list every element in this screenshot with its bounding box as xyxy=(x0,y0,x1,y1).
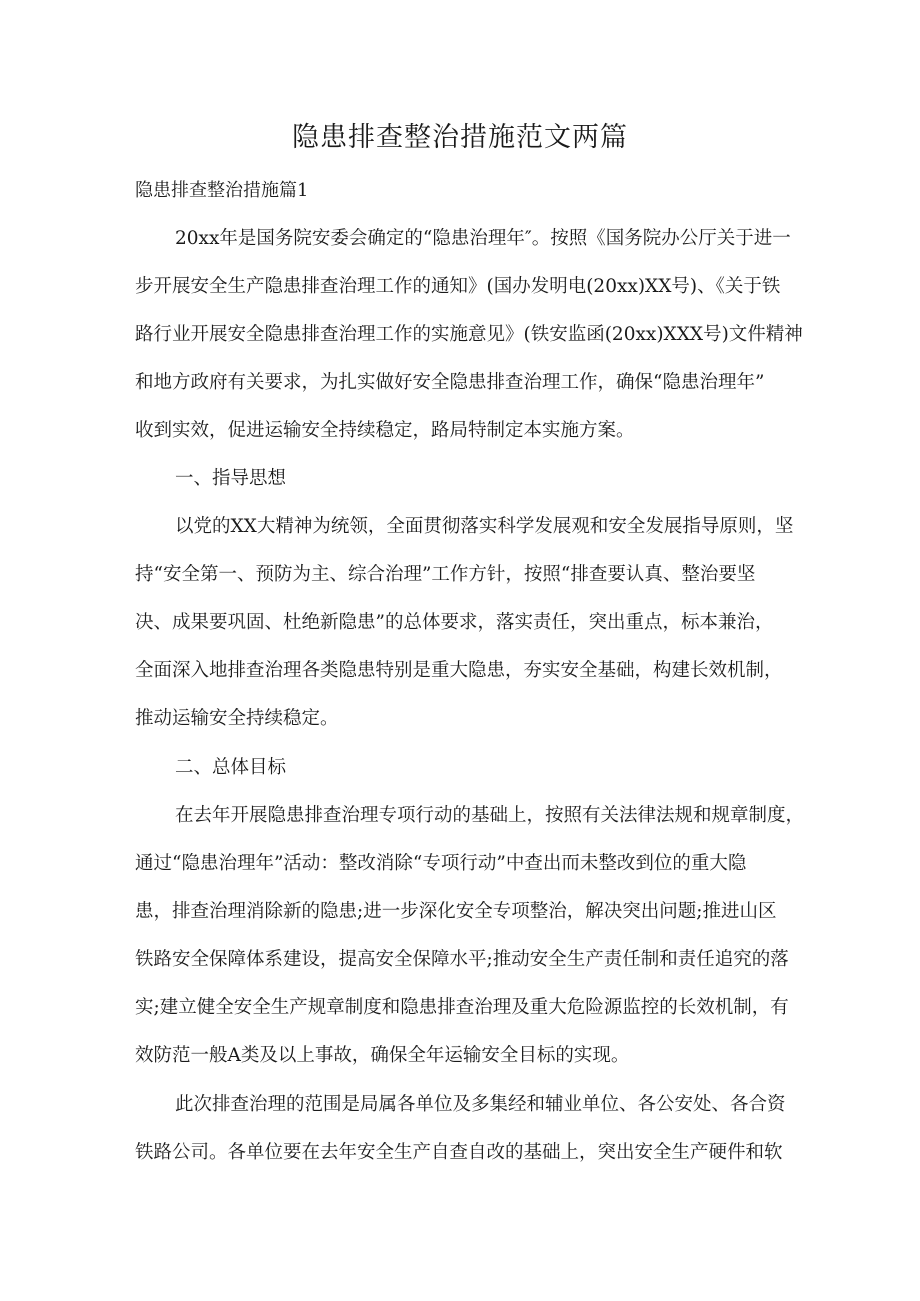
para2-line3: 决、成果要巩固、杜绝新隐患”的总体要求，落实责任，突出重点，标本兼治， xyxy=(135,612,774,633)
para4-line2: 铁路公司。各单位要在去年安全生产自查自改的基础上，突出安全生产硬件和软 xyxy=(135,1142,783,1163)
para1-line5: 收到实效，促进运输安全持续稳定，路局特制定本实施方案。 xyxy=(135,420,635,441)
para3-line2: 通过“隐患治理年”活动：整改消除“专项行动”中查出而未整改到位的重大隐 xyxy=(135,853,747,874)
para2-line2: 持“安全第一、预防为主、综合治理”工作方针，按照“排查要认真、整治要坚 xyxy=(135,564,756,585)
para2-line1: 以党的XX大精神为统领，全面贯彻落实科学发展观和安全发展指导原则，坚 xyxy=(175,516,794,537)
para4-line1: 此次排查治理的范围是局属各单位及多集经和辅业单位、各公安处、各合资 xyxy=(175,1094,786,1115)
section1-heading: 一、指导思想 xyxy=(175,468,287,489)
para3-line1: 在去年开展隐患排查治理专项行动的基础上，按照有关法律法规和规章制度， xyxy=(175,805,805,826)
para3-line3: 患，排查治理消除新的隐患;进一步深化安全专项整治，解决突出问题;推进山区 xyxy=(135,901,777,922)
para2-line4: 全面深入地排查治理各类隐患特别是重大隐患，夯实安全基础，构建长效机制， xyxy=(135,660,783,681)
para3-line5: 实;建立健全安全生产规章制度和隐患排查治理及重大危险源监控的长效机制，有 xyxy=(135,997,789,1018)
para2-line5: 推动运输安全持续稳定。 xyxy=(135,708,339,729)
para3-line6: 效防范一般A类及以上事故，确保全年运输安全目标的实现。 xyxy=(135,1045,630,1066)
section-subtitle: 隐患排查整治措施篇1 xyxy=(135,180,309,201)
para1-line3: 路行业开展安全隐患排查治理工作的实施意见》(铁安监函(20xx)XXX号)文件精神 xyxy=(135,324,803,345)
section2-heading: 二、总体目标 xyxy=(175,757,287,778)
para3-line4: 铁路安全保障体系建设，提高安全保障水平;推动安全生产责任制和责任追究的落 xyxy=(135,949,789,970)
para1-line2: 步开展安全生产隐患排查治理工作的通知》(国办发明电(20xx)XX号)、《关于铁 xyxy=(135,276,781,297)
para1-line1: 20xx年是国务院安委会确定的“隐患治理年″。按照《国务院办公厅关于进一 xyxy=(175,228,791,249)
document-title: 隐患排查整治措施范文两篇 xyxy=(292,122,628,153)
para1-line4: 和地方政府有关要求，为扎实做好安全隐患排查治理工作，确保“隐患治理年” xyxy=(135,372,765,393)
